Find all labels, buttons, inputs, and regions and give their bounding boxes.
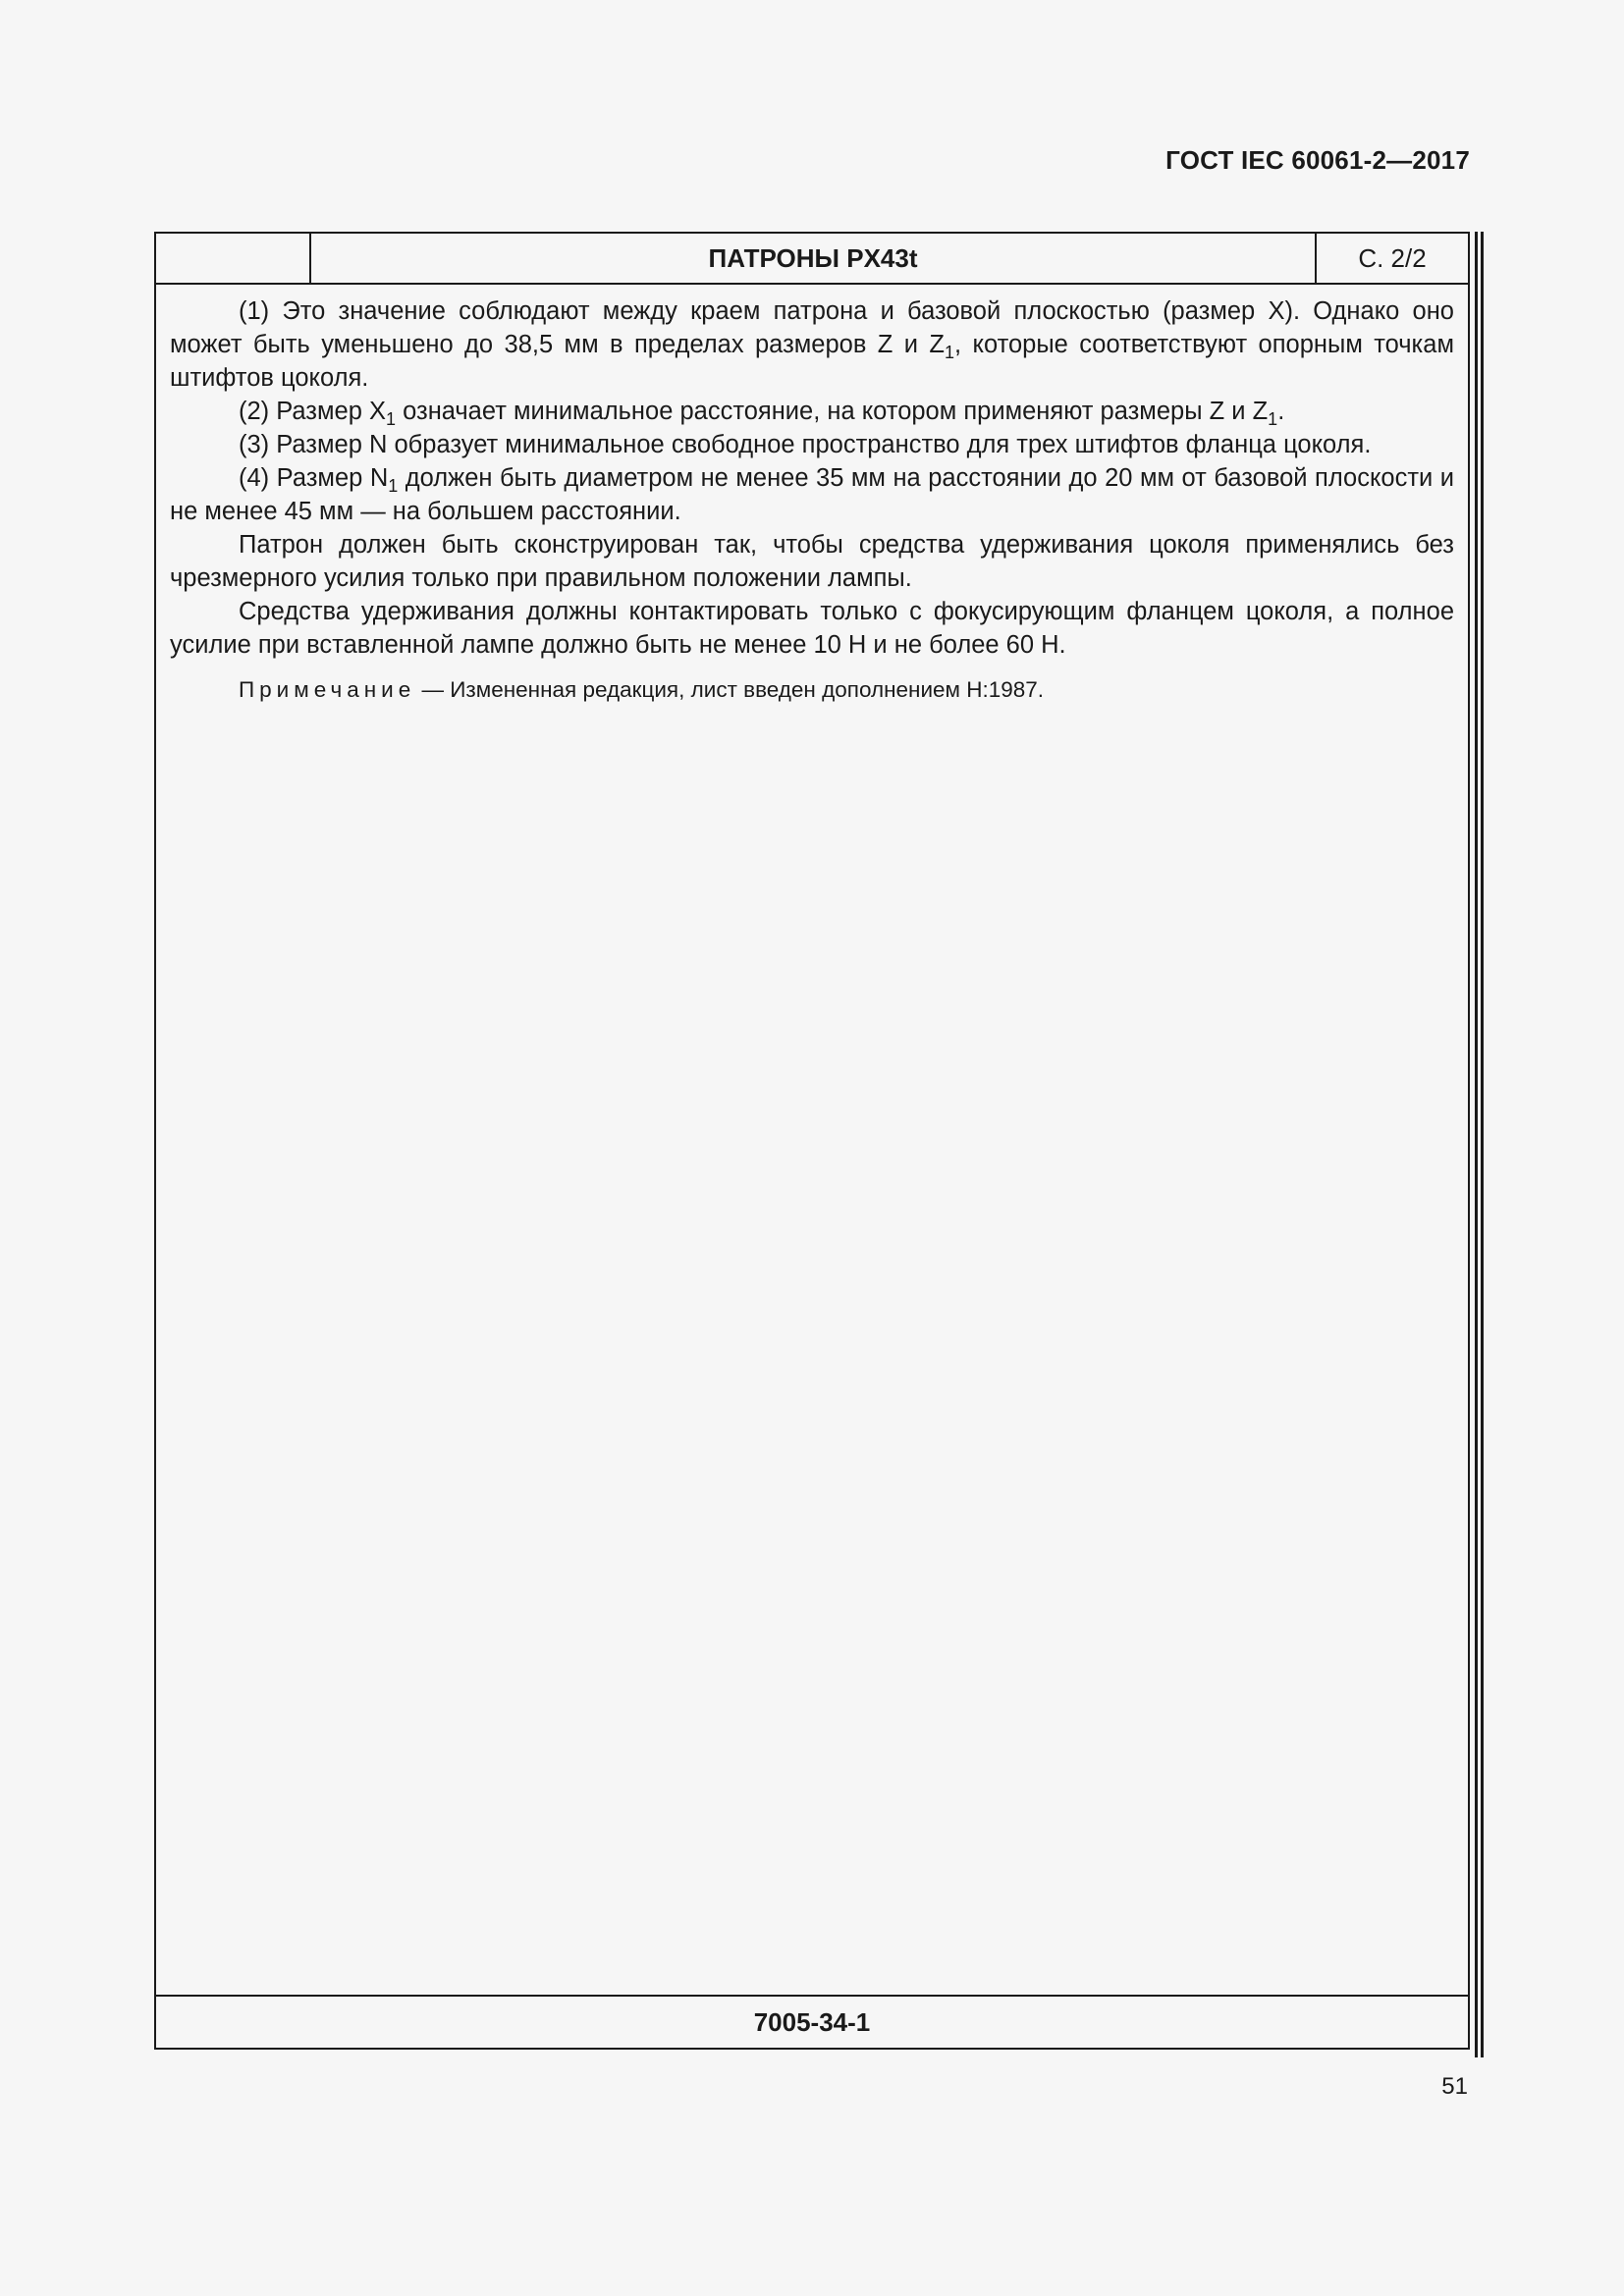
paragraph-1: (1) Это значение соблюдают между краем патрона и базовой плоскостью (размер X). Однако оно может быть уменьшено до 38,5 мм в пределах размеров Z и $Z_1$, которые соответствуют опорным точкам штифтов цоколя. <box>170 297 1454 392</box>
header-blank-cell <box>156 234 311 283</box>
paragraph-2: (2) Размер $X_1$ означает минимальное расстояние, на котором применяют размеры Z и $Z_1$. <box>239 398 1285 429</box>
frame-rule <box>1481 232 1484 2057</box>
note: Примечание — Измененная редакция, лист введен дополнением Н:1987. <box>239 677 1045 702</box>
sheet-footer-code: 7005-34-1 <box>156 1995 1468 2048</box>
sheet-header <box>156 234 1468 285</box>
note-text: Измененная редакция, лист введен дополнением Н:1987. <box>450 677 1045 702</box>
sheet-number: С. 2/2 <box>1358 243 1427 273</box>
standard-code: ГОСТ IEC 60061-2—2017 <box>1165 145 1470 175</box>
sheet-title: ПАТРОНЫ PX43t <box>311 234 1317 283</box>
page-number: 51 <box>1441 2073 1468 2100</box>
sheet-body <box>170 294 1454 705</box>
sheet-frame <box>154 232 1470 2050</box>
frame-rule <box>1475 232 1478 2057</box>
paragraph-6: Средства удерживания должны контактировать только с фокусирующим фланцем цоколя, а полное усилие при вставленной лампе должно быть не менее 10 Н и не более 60 Н. <box>170 598 1454 659</box>
paragraph-3: (3) Размер N образует минимальное свободное пространство для трех штифтов фланца цоколя. <box>239 431 1372 458</box>
note-label: Примечание <box>239 677 416 702</box>
paragraph-5: Патрон должен быть сконструирован так, чтобы средства удерживания цоколя применялись без чрезмерного усилия только при правильном положении лампы. <box>170 531 1454 592</box>
paragraph-4: (4) Размер $N_1$ должен быть диаметром не менее 35 мм на расстоянии до 20 мм от базовой плоскости и не менее 45 мм — на большем расстоянии. <box>170 464 1454 525</box>
